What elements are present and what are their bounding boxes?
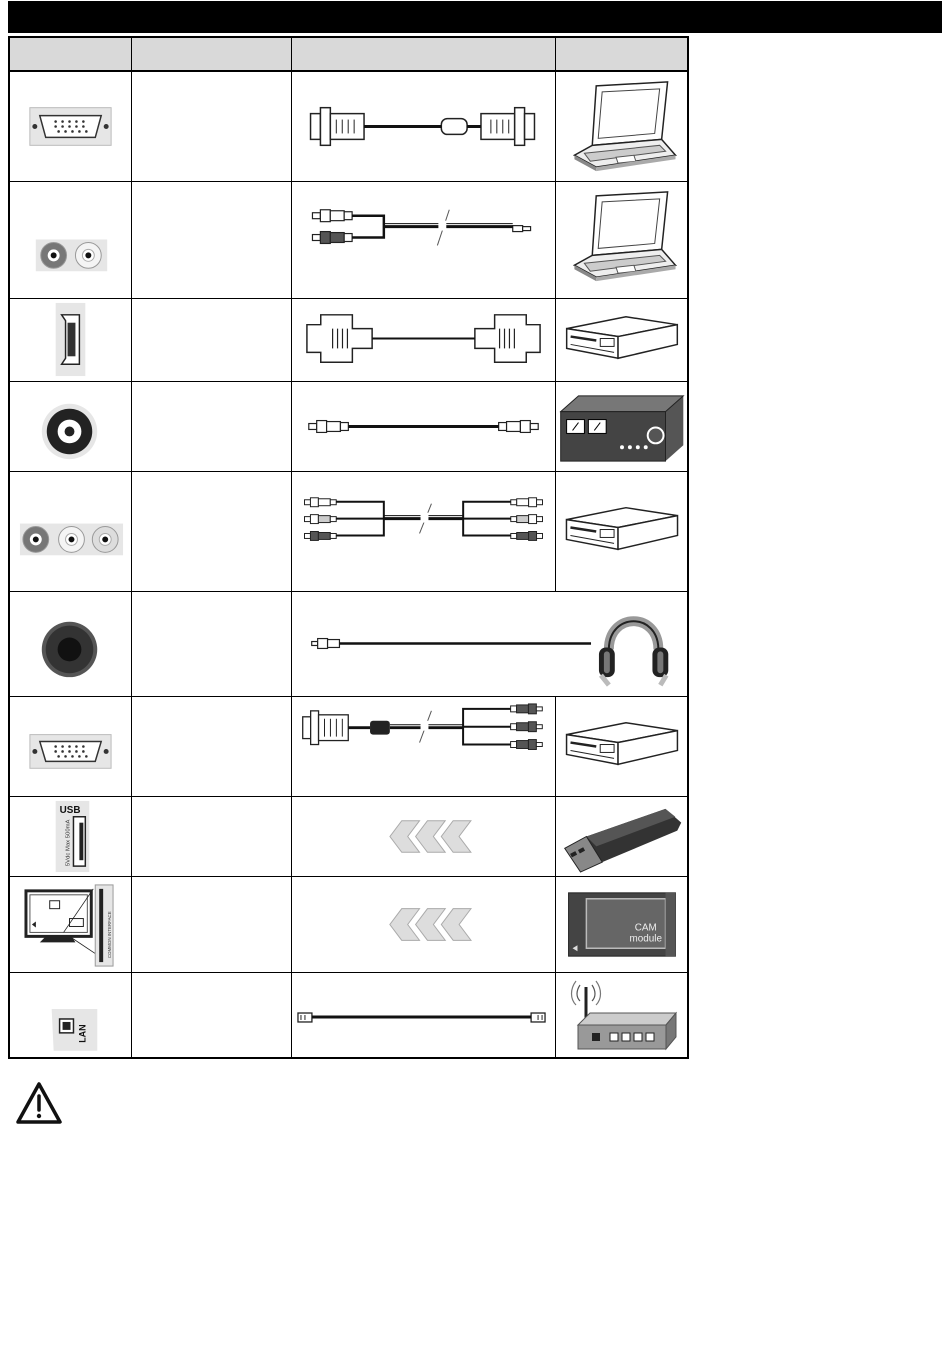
port-cell xyxy=(10,877,132,972)
lan-port-label: LAN xyxy=(77,1024,88,1043)
dvd-player-icon xyxy=(556,697,687,796)
table-row xyxy=(10,877,687,973)
dvd-player-icon xyxy=(556,299,687,381)
device-cell xyxy=(556,877,687,972)
ci-side-label: COMMON INTERFACE xyxy=(107,911,113,959)
cable-cell xyxy=(292,299,556,381)
cable-cell xyxy=(292,382,556,471)
header-cell-cables xyxy=(292,38,556,70)
type-cell xyxy=(132,592,292,696)
cable-cell xyxy=(292,973,556,1059)
headphones-icon xyxy=(292,592,687,696)
device-cell xyxy=(556,382,687,471)
ci-slot-tv-icon xyxy=(10,877,131,972)
rca-to-minijack-cable-icon xyxy=(292,182,555,298)
cable-cell xyxy=(292,472,556,591)
type-cell xyxy=(132,72,292,181)
device-cell xyxy=(556,973,687,1059)
section-title-bar xyxy=(8,1,942,33)
port-cell xyxy=(10,697,132,796)
type-cell xyxy=(132,973,292,1059)
vga-port-icon xyxy=(10,697,131,796)
table-row xyxy=(10,382,687,472)
header-cell-connector xyxy=(10,38,132,70)
type-cell xyxy=(132,182,292,298)
device-cell xyxy=(556,472,687,591)
cable-cell xyxy=(292,72,556,181)
table-row xyxy=(10,973,687,1059)
type-cell xyxy=(132,472,292,591)
table-row xyxy=(10,592,687,697)
table-row xyxy=(10,697,687,797)
table-row xyxy=(10,472,687,592)
amplifier-icon xyxy=(556,382,687,471)
table-row xyxy=(10,182,687,299)
port-cell xyxy=(10,973,132,1059)
header-cell-type xyxy=(132,38,292,70)
usb-power-note: 5Vdc Max 500mA xyxy=(65,819,72,867)
dvd-player-icon xyxy=(556,472,687,591)
coaxial-cable-icon xyxy=(292,382,555,471)
router-icon xyxy=(556,973,687,1059)
table-header xyxy=(10,38,687,72)
type-cell xyxy=(132,797,292,876)
cable-cell xyxy=(292,797,556,876)
cable-cell xyxy=(292,877,556,972)
type-cell xyxy=(132,877,292,972)
table-row xyxy=(10,299,687,382)
cable-cell xyxy=(292,697,556,796)
insert-arrows-icon xyxy=(292,877,555,972)
connections-table xyxy=(8,36,689,1059)
lan-port-icon xyxy=(10,973,131,1059)
insert-arrows-icon xyxy=(292,797,555,876)
usb-stick-icon xyxy=(556,797,687,876)
hdmi-port-icon xyxy=(10,299,131,381)
laptop-icon xyxy=(556,72,687,181)
table-row xyxy=(10,797,687,877)
cam-module-icon xyxy=(556,877,687,972)
type-cell xyxy=(132,382,292,471)
port-cell xyxy=(10,592,132,696)
header-cell-device xyxy=(556,38,687,70)
vga-port-icon xyxy=(10,72,131,181)
device-cell xyxy=(556,72,687,181)
usb-port-icon xyxy=(10,797,131,876)
hdmi-cable-icon xyxy=(292,299,555,381)
rca-audio-jacks-icon xyxy=(10,182,131,298)
headphone-jack-icon xyxy=(10,592,131,696)
coaxial-port-icon xyxy=(10,382,131,471)
port-cell xyxy=(10,472,132,591)
type-cell xyxy=(132,697,292,796)
device-cell xyxy=(556,697,687,796)
cable-device-cell xyxy=(292,592,687,696)
usb-port-label: USB xyxy=(59,804,81,816)
port-cell xyxy=(10,182,132,298)
vga-cable-icon xyxy=(292,72,555,181)
port-cell xyxy=(10,382,132,471)
port-cell xyxy=(10,797,132,876)
laptop-icon xyxy=(556,182,687,298)
device-cell xyxy=(556,182,687,298)
device-cell xyxy=(556,299,687,381)
vga-to-rca-cable-icon xyxy=(292,697,555,796)
ethernet-cable-icon xyxy=(292,973,555,1059)
port-cell xyxy=(10,299,132,381)
type-cell xyxy=(132,299,292,381)
cable-cell xyxy=(292,182,556,298)
rca-av-jacks-icon xyxy=(10,472,131,591)
port-cell xyxy=(10,72,132,181)
device-cell xyxy=(556,797,687,876)
table-row xyxy=(10,72,687,182)
av-cable-icon xyxy=(292,472,555,591)
warning-triangle-icon xyxy=(14,1080,64,1126)
cam-label-line1: CAM xyxy=(634,922,657,934)
cam-label-line2: module xyxy=(629,933,662,945)
